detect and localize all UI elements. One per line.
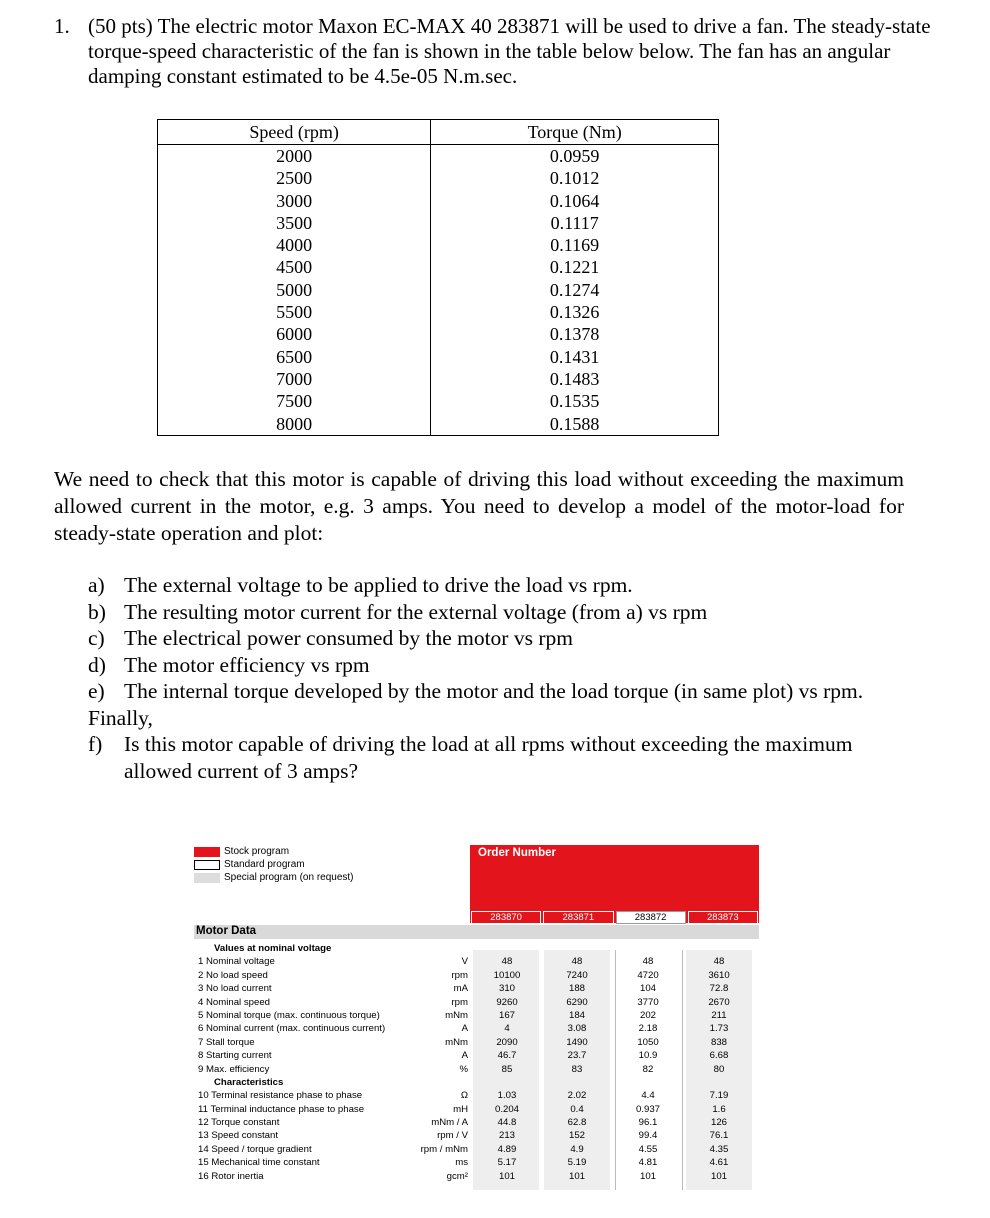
row-label: 14 Speed / torque gradient bbox=[198, 1143, 312, 1155]
speed-cell: 7500 bbox=[158, 390, 431, 412]
row-value: 44.8 bbox=[497, 1117, 517, 1129]
row-value: 2090 bbox=[496, 1036, 518, 1048]
data-row bbox=[194, 1170, 759, 1183]
row-label: 7 Stall torque bbox=[198, 1036, 255, 1048]
row-unit: A bbox=[461, 1050, 468, 1062]
row-value: 9260 bbox=[496, 996, 518, 1008]
row-label: 2 No load speed bbox=[198, 969, 268, 981]
row-unit: V bbox=[461, 956, 468, 968]
row-value: 2.02 bbox=[567, 1090, 587, 1102]
torque-cell: 0.1274 bbox=[431, 279, 719, 301]
row-unit: ms bbox=[455, 1157, 468, 1169]
speed-cell: 3500 bbox=[158, 212, 431, 234]
torque-cell: 0.1117 bbox=[431, 212, 719, 234]
row-value: 23.7 bbox=[567, 1050, 587, 1062]
row-value: 5.19 bbox=[567, 1157, 587, 1169]
part-number: 283870 bbox=[471, 911, 541, 924]
task-label: a) bbox=[88, 573, 105, 597]
speed-cell: 3000 bbox=[158, 190, 431, 212]
data-row bbox=[194, 1103, 759, 1116]
row-value: 6.68 bbox=[709, 1050, 729, 1062]
row-value: 1.03 bbox=[497, 1090, 517, 1102]
row-label: Values at nominal voltage bbox=[214, 943, 332, 954]
row-value: 4.81 bbox=[638, 1157, 658, 1169]
row-value: 1.73 bbox=[709, 1023, 729, 1035]
torque-cell: 0.1588 bbox=[431, 413, 719, 436]
row-unit: mNm bbox=[445, 1009, 468, 1021]
data-row bbox=[194, 982, 759, 995]
row-value: 4.55 bbox=[638, 1143, 658, 1155]
row-value: 184 bbox=[568, 1009, 585, 1021]
speed-cell: 6500 bbox=[158, 346, 431, 368]
row-value: 4.4 bbox=[641, 1090, 655, 1102]
data-row bbox=[194, 1022, 759, 1035]
order-number-title: Order Number bbox=[478, 847, 556, 859]
task-text: The internal torque developed by the motor and the load torque (in same plot) vs rpm. bbox=[124, 679, 864, 703]
row-label: 13 Speed constant bbox=[198, 1130, 279, 1142]
row-label: 12 Torque constant bbox=[198, 1117, 280, 1129]
torque-header: Torque (Nm) bbox=[431, 120, 719, 145]
special-swatch bbox=[194, 873, 220, 883]
row-value: 5.17 bbox=[497, 1157, 517, 1169]
data-row bbox=[194, 1143, 759, 1156]
row-unit: mA bbox=[453, 983, 468, 995]
row-value: 4.89 bbox=[497, 1143, 517, 1155]
part-number: 283871 bbox=[543, 911, 613, 924]
row-label: 3 No load current bbox=[198, 983, 272, 995]
torque-cell: 0.1431 bbox=[431, 346, 719, 368]
row-value: 76.1 bbox=[709, 1130, 729, 1142]
task-label: d) bbox=[88, 652, 106, 677]
row-value: 83 bbox=[571, 1063, 583, 1075]
row-value: 80 bbox=[713, 1063, 725, 1075]
motor-data-header bbox=[194, 925, 759, 939]
problem-number: 1. bbox=[54, 14, 70, 38]
speed-cell: 2000 bbox=[158, 145, 431, 168]
fan-torque-speed-table bbox=[157, 119, 719, 436]
row-value: 1490 bbox=[566, 1036, 588, 1048]
row-unit: Ω bbox=[460, 1090, 468, 1102]
row-value: 96.1 bbox=[638, 1117, 658, 1129]
requirement-paragraph: We need to check that this motor is capable of driving this load without exceeding the maximum allowed current in the motor, e.g. 3 amps. You need to develop a model of the motor-load for steady-state operation and plot: bbox=[54, 467, 904, 545]
row-value: 0.204 bbox=[494, 1103, 519, 1115]
row-value: 3770 bbox=[637, 996, 659, 1008]
row-unit: rpm bbox=[451, 996, 468, 1008]
speed-cell: 2500 bbox=[158, 167, 431, 189]
row-value: 48 bbox=[501, 956, 513, 968]
table-row bbox=[158, 256, 719, 278]
row-value: 188 bbox=[568, 983, 585, 995]
speed-cell: 6000 bbox=[158, 323, 431, 345]
row-unit: mH bbox=[453, 1103, 468, 1115]
row-value: 10100 bbox=[493, 969, 521, 981]
table-row bbox=[158, 279, 719, 301]
task-label: c) bbox=[88, 626, 105, 650]
row-value: 62.8 bbox=[567, 1117, 587, 1129]
data-row bbox=[194, 1116, 759, 1129]
row-value: 213 bbox=[498, 1130, 515, 1142]
row-unit: gcm² bbox=[446, 1170, 468, 1182]
row-value: 2670 bbox=[708, 996, 730, 1008]
row-unit: mNm bbox=[445, 1036, 468, 1048]
row-value: 126 bbox=[710, 1117, 727, 1129]
table-row bbox=[158, 190, 719, 212]
task-item bbox=[88, 625, 908, 652]
stock-swatch bbox=[194, 847, 220, 857]
data-row bbox=[194, 955, 759, 968]
task-text: The motor efficiency vs rpm bbox=[124, 652, 370, 677]
row-value: 48 bbox=[571, 956, 583, 968]
task-item-f bbox=[88, 731, 908, 784]
speed-cell: 4000 bbox=[158, 234, 431, 256]
row-unit: rpm bbox=[451, 969, 468, 981]
speed-header: Speed (rpm) bbox=[158, 120, 431, 145]
row-label: 5 Nominal torque (max. continuous torque) bbox=[198, 1009, 380, 1021]
data-row bbox=[194, 1089, 759, 1102]
row-value: 3610 bbox=[708, 969, 730, 981]
task-text: The resulting motor current for the external voltage (from a) vs rpm bbox=[124, 599, 708, 624]
legend-stock bbox=[194, 845, 354, 858]
row-label: 9 Max. efficiency bbox=[198, 1063, 270, 1075]
row-value: 3.08 bbox=[567, 1023, 587, 1035]
legend-standard bbox=[194, 858, 354, 871]
row-value: 4.9 bbox=[570, 1143, 584, 1155]
legend-special bbox=[194, 871, 354, 884]
speed-cell: 5000 bbox=[158, 279, 431, 301]
row-value: 7240 bbox=[566, 969, 588, 981]
data-row bbox=[194, 1129, 759, 1142]
table-row bbox=[158, 413, 719, 436]
row-label: 1 Nominal voltage bbox=[198, 956, 275, 968]
row-label: 15 Mechanical time constant bbox=[198, 1157, 320, 1169]
task-list bbox=[88, 572, 908, 784]
row-value: 46.7 bbox=[497, 1050, 517, 1062]
row-value: 4 bbox=[504, 1023, 510, 1035]
row-value: 838 bbox=[710, 1036, 727, 1048]
torque-cell: 0.1064 bbox=[431, 190, 719, 212]
legend-label: Standard program bbox=[224, 859, 305, 870]
task-text: The electrical power consumed by the motor vs rpm bbox=[124, 626, 573, 650]
data-row bbox=[194, 969, 759, 982]
row-label: 16 Rotor inertia bbox=[198, 1170, 264, 1182]
row-value: 4720 bbox=[637, 969, 659, 981]
row-value: 48 bbox=[642, 956, 654, 968]
task-item bbox=[88, 652, 908, 679]
row-label: Characteristics bbox=[214, 1076, 284, 1088]
row-label: 4 Nominal speed bbox=[198, 996, 270, 1008]
row-label: 6 Nominal current (max. continuous current) bbox=[198, 1023, 386, 1035]
speed-cell: 7000 bbox=[158, 368, 431, 390]
row-value: 48 bbox=[713, 956, 725, 968]
row-value: 101 bbox=[568, 1170, 585, 1182]
row-label: 8 Starting current bbox=[198, 1050, 272, 1062]
table-row bbox=[158, 234, 719, 256]
torque-cell: 0.1221 bbox=[431, 256, 719, 278]
row-value: 211 bbox=[711, 1009, 727, 1021]
data-row bbox=[194, 1036, 759, 1049]
row-value: 167 bbox=[498, 1009, 515, 1021]
row-value: 202 bbox=[639, 1009, 656, 1021]
row-value: 101 bbox=[498, 1170, 515, 1182]
standard-swatch bbox=[194, 860, 220, 870]
row-value: 104 bbox=[639, 983, 656, 995]
row-value: 99.4 bbox=[638, 1130, 658, 1142]
legend-label: Stock program bbox=[224, 846, 290, 857]
row-value: 85 bbox=[501, 1063, 513, 1075]
row-value: 0.937 bbox=[635, 1103, 660, 1115]
row-value: 4.61 bbox=[709, 1157, 729, 1169]
row-value: 1050 bbox=[637, 1036, 659, 1048]
part-number: 283872 bbox=[616, 911, 686, 924]
row-value: 1.6 bbox=[712, 1103, 726, 1115]
speed-cell: 5500 bbox=[158, 301, 431, 323]
row-label: 11 Terminal inductance phase to phase bbox=[198, 1103, 365, 1115]
row-unit: A bbox=[461, 1023, 468, 1035]
row-unit: mNm / A bbox=[431, 1117, 468, 1129]
task-item bbox=[88, 678, 908, 705]
table-row bbox=[158, 145, 719, 168]
table-row bbox=[158, 167, 719, 189]
torque-cell: 0.1012 bbox=[431, 167, 719, 189]
part-number-row bbox=[470, 911, 759, 924]
section-heading bbox=[194, 1076, 759, 1089]
speed-cell: 4500 bbox=[158, 256, 431, 278]
table-row bbox=[158, 323, 719, 345]
table-row bbox=[158, 346, 719, 368]
torque-cell: 0.1326 bbox=[431, 301, 719, 323]
row-value: 2.18 bbox=[638, 1023, 658, 1035]
task-label: e) bbox=[88, 679, 105, 703]
table-row bbox=[158, 368, 719, 390]
legend-label: Special program (on request) bbox=[224, 872, 354, 883]
task-item bbox=[88, 599, 908, 626]
torque-cell: 0.1169 bbox=[431, 234, 719, 256]
problem-statement bbox=[54, 14, 934, 89]
data-row bbox=[194, 1009, 759, 1022]
torque-cell: 0.0959 bbox=[431, 145, 719, 168]
task-item bbox=[88, 572, 908, 599]
task-text: Is this motor capable of driving the load at all rpms without exceeding the maximum allowed current of 3 amps? bbox=[124, 732, 853, 783]
task-text: The external voltage to be applied to drive the load vs rpm. bbox=[124, 573, 633, 597]
row-value: 152 bbox=[568, 1130, 585, 1142]
row-value: 101 bbox=[639, 1170, 656, 1182]
row-unit: rpm / mNm bbox=[420, 1143, 468, 1155]
table-row bbox=[158, 212, 719, 234]
row-value: 4.35 bbox=[709, 1143, 729, 1155]
table-row bbox=[158, 390, 719, 412]
row-unit: rpm / V bbox=[437, 1130, 468, 1142]
data-row bbox=[194, 1156, 759, 1169]
row-value: 82 bbox=[642, 1063, 654, 1075]
row-value: 6290 bbox=[566, 996, 588, 1008]
finally-label: Finally, bbox=[88, 705, 153, 730]
program-legend bbox=[194, 845, 354, 884]
problem-text: (50 pts) The electric motor Maxon EC-MAX 40 283871 will be used to drive a fan. The steady-state torque-speed characteristic of the fan is shown in the table below below. The fan has an angular damping constant estimated to be 4.5e-05 N.m.sec. bbox=[88, 14, 931, 88]
data-row bbox=[194, 1049, 759, 1062]
data-row bbox=[194, 1063, 759, 1076]
motor-datasheet bbox=[194, 845, 759, 1185]
task-label: b) bbox=[88, 599, 106, 624]
motor-data-title: Motor Data bbox=[196, 925, 257, 937]
part-number: 283873 bbox=[688, 911, 758, 924]
row-value: 101 bbox=[710, 1170, 727, 1182]
table-row bbox=[158, 301, 719, 323]
section-heading bbox=[194, 942, 759, 955]
torque-cell: 0.1535 bbox=[431, 390, 719, 412]
motor-data-rows bbox=[194, 942, 759, 1183]
speed-cell: 8000 bbox=[158, 413, 431, 436]
row-label: 10 Terminal resistance phase to phase bbox=[198, 1090, 363, 1102]
row-unit: % bbox=[459, 1063, 468, 1075]
data-row bbox=[194, 996, 759, 1009]
torque-cell: 0.1378 bbox=[431, 323, 719, 345]
row-value: 310 bbox=[498, 983, 515, 995]
row-value: 72.8 bbox=[709, 983, 729, 995]
row-value: 0.4 bbox=[570, 1103, 584, 1115]
torque-cell: 0.1483 bbox=[431, 368, 719, 390]
task-label: f) bbox=[88, 732, 103, 756]
row-value: 10.9 bbox=[638, 1050, 658, 1062]
row-value: 7.19 bbox=[709, 1090, 729, 1102]
